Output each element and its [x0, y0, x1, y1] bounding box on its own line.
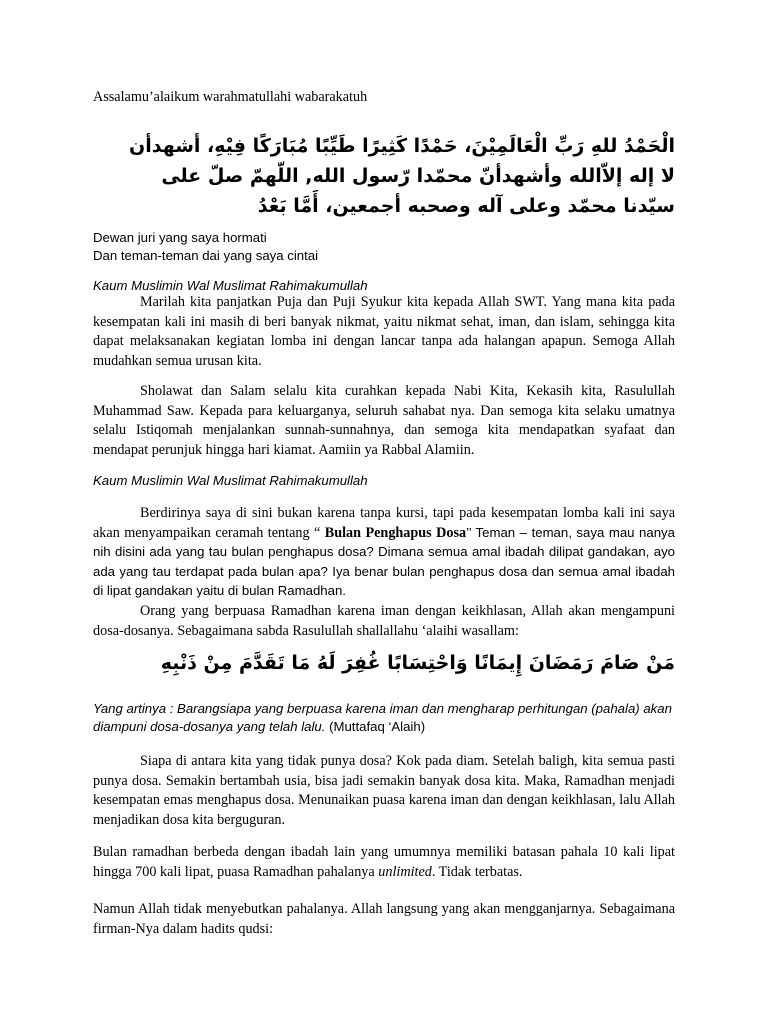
topic-paragraph: [93, 504, 675, 641]
reward-paragraph: [93, 900, 675, 939]
hadith-source: (Muttafaq ‘Alaih): [325, 719, 426, 734]
section-heading: Kaum Muslimin Wal Muslimat Rahimakumullah: [93, 473, 368, 488]
text-run: Bulan ramadhan berbeda dengan ibadah lain yang umumnya memiliki batasan pahala 10 kali lipat hingga 700 kali lipat, puasa Ramadhan pahalanya: [93, 844, 675, 880]
arabic-line: الْحَمْدُ للهِ رَبِّ الْعَالَمِيْنَ، حَمْدًا كَثِيرًا طَيِّبًا مُبَارَكًا فِيْهِ، أشهدأن: [129, 135, 675, 157]
text-run: Berdirinya saya di sini bukan karena tanpa kursi, tapi pada kesempatan lomba kali ini saya akan menyampaikan ceramah tentang “: [93, 505, 675, 541]
arabic-line: لا إله إلاّالله وأشهدأنّ محمّدا رّسول الله, اللّهمّ صلّ على: [161, 165, 675, 187]
hadith-translation: [93, 700, 675, 736]
ramadhan-paragraph: [93, 843, 675, 882]
sin-paragraph: [93, 752, 675, 830]
section-heading: Kaum Muslimin Wal Muslimat Rahimakumullah: [93, 278, 368, 293]
translation-text: Yang artinya : Barangsiapa yang berpuasa karena iman dan mengharap perhitungan (pahala) akan diampuni dosa-dosanya yang telah lalu.: [93, 701, 672, 734]
arabic-opening-prayer: [89, 131, 675, 221]
salutation-line: Dan teman-teman dai yang saya cintai: [93, 248, 319, 263]
sholawat-paragraph: [93, 382, 675, 460]
paragraph: Marilah kita panjatkan Puja dan Puji Syukur kita kepada Allah SWT. Yang mana kita pada kesempatan kali ini masih di beri banyak nikmat, yaitu nikmat sehat, iman, dan islam, sehingga kita dapat melaksanakan kegiatan lomba ini dengan lancar tanpa ada halangan apapun. Semoga Allah mudahkan semua urusan kita.: [93, 294, 675, 369]
text-run: . Tidak terbatas.: [431, 863, 523, 880]
emphasis: unlimited: [378, 863, 432, 880]
topic-title: Bulan Penghapus Dosa: [324, 524, 467, 541]
greeting-line: Assalamu’alaikum warahmatullahi wabarakatuh: [93, 89, 368, 105]
salutation-line: Dewan juri yang saya hormati: [93, 230, 267, 245]
paragraph: Orang yang berpuasa Ramadhan karena iman dengan keikhlasan, Allah akan mengampuni dosa-dosanya. Sebagaimana sabda Rasulullah shallallahu ‘alaihi wasallam:: [93, 602, 675, 639]
salutation: [93, 229, 675, 265]
paragraph: [93, 843, 675, 882]
hadith-arabic: مَنْ صَامَ رَمَضَانَ إِيمَانًا وَاحْتِسَابًا غُفِرَ لَهُ مَا تَقَدَّمَ مِنْ ذَنْبِهِ: [160, 652, 675, 674]
paragraph: Namun Allah tidak menyebutkan pahalanya. Allah langsung yang akan mengganjarnya. Sebagaimana firman-Nya dalam hadits qudsi:: [93, 901, 675, 937]
paragraph: Siapa di antara kita yang tidak punya dosa? Kok pada diam. Setelah baligh, kita semua pasti punya dosa. Semakin bertambah usia, bisa jadi semakin banyak dosa kita. Maka, Ramadhan menjadi kesempatan emas menghapus dosa. Menunaikan puasa karena iman dan dengan keikhlasan, lalu Allah menjadikan dosa kita berguguran.: [93, 753, 675, 828]
text-run: ’’ Teman – teman, saya mau nanya nih disini ada yang tau bulan penghapus dosa? Dimana semua amal ibadah dilipat gandakan, ayo ada yang tau terdapat pada bulan apa? Iya benar bulan penghapus dosa dan semua amal ibadah di lipat gandakan yaitu di bulan Ramadhan.: [93, 524, 675, 599]
paragraph: [93, 504, 675, 602]
paragraph: Sholawat dan Salam selalu kita curahkan kepada Nabi Kita, Kekasih kita, Rasulullah Muhammad Saw. Kepada para keluarganya, seluruh sahabat nya. Dan semoga kita selaku umatnya selalu Istiqomah menjalankan sunnah-sunnahnya, dan semoga kita mendapatkan syafaat dan mendapat perunjuk hingga hari kiamat. Aamiin ya Rabbal Alamiin.: [93, 383, 675, 458]
arabic-line: سيّدنا محمّد وعلى آله وصحبه أجمعين، أَمَّا بَعْدُ: [257, 195, 675, 217]
opening-paragraph: [93, 293, 675, 371]
